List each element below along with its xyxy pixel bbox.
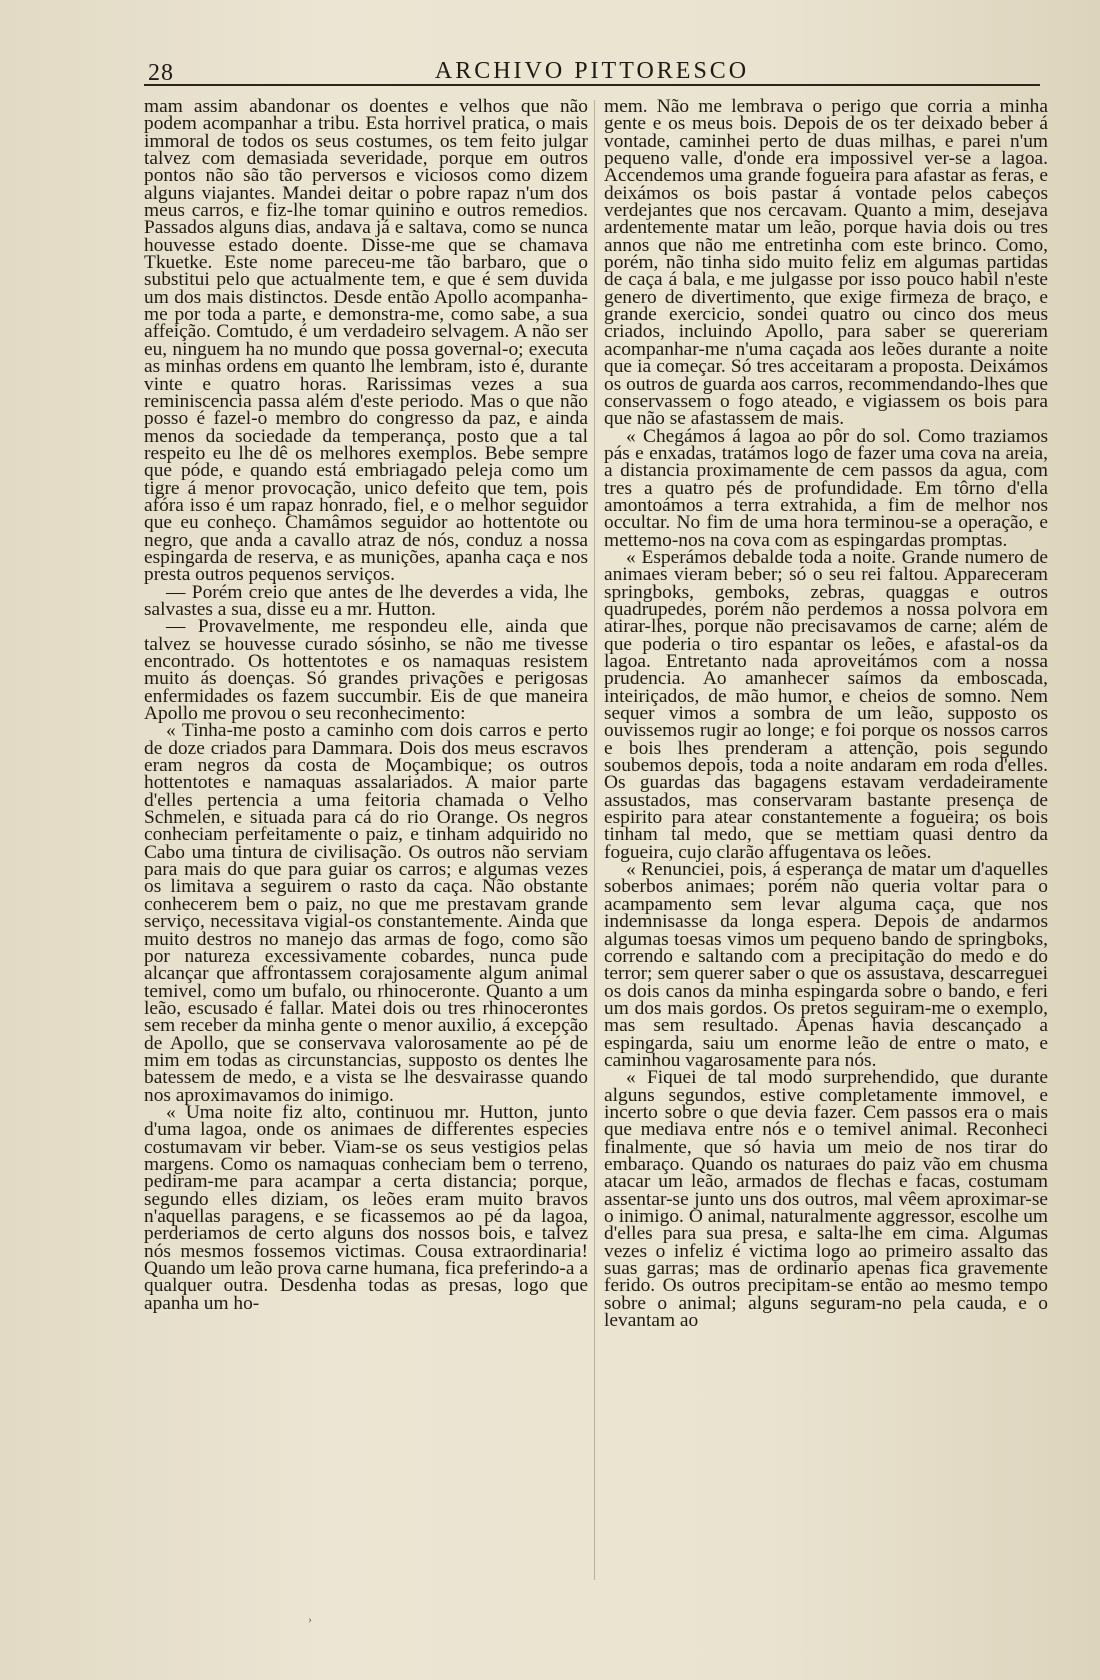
paragraph: « Uma noite fiz alto, continuou mr. Hutton, junto d'uma lagoa, onde os animaes de differentes especies costumavam vir beber. Viam-se os seus vestigios pelas margens. Como os namaquas conheciam bem o terreno, pediram-me para acampar a certa distancia; porque, segundo elles diziam, os leões eram muito bravos n'aquellas paragens, e se ficassemos ao pé da lagoa, perderiamos de certo alguns dos nossos bois, e talvez nós mesmos fossemos victimas. Cousa extraordinaria! Quando um leão prova carne humana, fica preferindo-a a qualquer outra. Desdenha todas as presas, logo que apanha um ho- — [144, 1101, 588, 1314]
paragraph: « Tinha-me posto a caminho com dois carros e perto de doze criados para Dammara. Dois dos meus escravos eram negros da costa de Moçambique; os outros hottentotes e namaquas assalariados. A maior parte d'elles pertencia a uma feitoria chamada o Velho Schmelen, e situada para cá do rio Orange. Os negros conheciam perfeitamente o paiz, e tinham adquirido no Cabo uma tintura de civilisação. Os outros não serviam para mais do que para guiar os carros; e algumas vezes os limitava a seguirem o rasto da caça. Não obstante conhecerem bem o paiz, no que me prestavam grande serviço, necessitava vigial-os constantemente. Ainda que muito destros no manejo das armas de fogo, como são por natureza excessivamente cobardes, nunca pude alcançar que affrontassem corajosamente algum animal temivel, como um bufalo, ou rhinoceronte. Quanto a um leão, escusado é fallar. Matei dois ou tres rhinocerontes sem receber da minha gente o menor auxilio, á excepção de Apollo, que se conservava valorosamente ao pé de mim em todas as circunstancias, supposto os dentes lhe batessem de medo, e a vista se lhe desvairasse quando nos aproximavamos do inimigo. — [144, 720, 588, 1106]
print-mark: › — [308, 1612, 312, 1626]
right-column — [604, 98, 1048, 1598]
paragraph: « Renunciei, pois, á esperança de matar um d'aquelles soberbos animaes; porém não queria voltar para o acampamento sem levar alguma caça, que nos indemnisasse da longa espera. Depois de andarmos algumas toesas vimos um pequeno bando de springboks, correndo e saltando com a precipitação do medo e do terror; sem querer saber o que os assustava, descarreguei os dois canos da minha espingarda sobre o bando, e feri um dos mais gordos. Os pretos seguiram-me o exemplo, mas sem resultado. Apenas havia descançado a espingarda, saiu um enorme leão de entre o mato, e caminhou vagarosamente para nós. — [604, 859, 1048, 1071]
header-rule — [144, 84, 1040, 86]
page-number: 28 — [148, 60, 174, 86]
page-header — [144, 50, 1040, 84]
running-title: ARCHIVO PITTORESCO — [434, 58, 750, 84]
paragraph: — Porém creio que antes de lhe deverdes a vida, lhe salvastes a sua, disse eu a mr. Hutton. — [144, 581, 588, 620]
paragraph: mam assim abandonar os doentes e velhos que não podem acompanhar a tribu. Esta horrivel pratica, o mais immoral de todos os seus costumes, os tem feito julgar talvez com demasiada severidade, porque em outros pontos não são tão perversos e viciosos como dizem alguns viajantes. Mandei deitar o pobre rapaz n'um dos meus carros, e fiz-lhe tomar quinino e outros remedios. Passados alguns dias, andava já e saltava, como se nunca houvesse estado doente. Disse-me que se chamava Tkuetke. Este nome pareceu-me tão barbaro, que o substitui pelo que actualmente tem, e que é sem duvida um dos mais distinctos. Desde então Apollo acompanha-me por toda a parte, e demonstra-me, como sabe, a sua affeição. Comtudo, é um verdadeiro selvagem. A não ser eu, ninguem ha no mundo que possa governal-o; executa as minhas ordens em quanto lhe lembram, isto é, durante vinte e quatro horas. Rarissimas vezes a sua reminiscencia passa além d'este periodo. Mas o que não posso é fazel-o membro do congresso da paz, e ainda menos da sociedade da temperança, posto que a tal respeito eu lhe dê os melhores exemplos. Bebe sempre que póde, e quando está embriagado peleja como um tigre á menor provocação, unico defeito que tem, pois afóra isso é um rapaz honrado, fiel, e o melhor seguidor que eu conheço. Chamâmos seguidor ao hottentote ou negro, que anda a cavallo atraz de nós, conduz a nossa espingarda de reserva, e as munições, apanha caça e nos presta outros pequenos serviços. — [144, 98, 588, 586]
paragraph: mem. Não me lembrava o perigo que corria a minha gente e os meus bois. Depois de os ter deixado beber á vontade, caminhei perto de duas milhas, e parei n'um pequeno valle, d'onde era impossivel ver-se a lagoa. Accendemos uma grande fogueira para afastar as feras, e deixámos os bois pastar á vontade pelos cabeços verdejantes que nos cercavam. Quanto a mim, desejava ardentemente matar um leão, porque havia dois ou tres annos que não me entretinha com este brinco. Como, porém, não tinha sido muito feliz em algumas partidas de caça á bala, e me julgasse por isso pouco habil n'este genero de divertimento, que exige firmeza de braço, e grande exercicio, sondei quatro ou cinco dos meus criados, incluindo Apollo, para saber se quereriam acompanhar-me n'uma caçada aos leões durante a noite que ia começar. Só tres acceitaram a proposta. Deixámos os outros de guarda aos carros, recommendando-lhes que conservassem o fogo ateado, e vigiassem os bois para que não se afastassem de mais. — [604, 98, 1048, 430]
paragraph: — Provavelmente, me respondeu elle, ainda que talvez se houvesse curado sósinho, se não me tivesse encontrado. Os hottentotes e os namaquas resistem muito ás doenças. Só grandes privações e perigosas enfermidades os fazem succumbir. Eis de que maneira Apollo me provou o seu reconhecimento: — [144, 616, 588, 725]
left-column — [144, 98, 588, 1598]
paragraph: « Esperámos debalde toda a noite. Grande numero de animaes vieram beber; só o seu rei faltou. Appareceram springboks, gemboks, zebras, quaggas e outros quadrupedes, porém não perdemos a nossa polvora em atirar-lhes, porque não precisavamos de carne; além de que poderia o tiro espantar os leões, e afastal-os da lagoa. Entretanto nada aproveitámos com a nossa prudencia. Ao amanhecer saímos da emboscada, inteiriçados, de mão humor, e cheios de somno. Nem sequer vimos a sombra de um leão, supposto os ouvissemos rugir ao longe; e foi porque os nossos carros e bois lhes prenderam a attenção, pois segundo soubemos depois, toda a noite andaram em roda d'elles. Os guardas das bagagens estavam verdadeiramente assustados, mas conservaram bastante presença de espirito para atear constantemente a fogueira; os bois tinham tal medo, que se mettiam quasi dentro da fogueira, cujo clarão affugentava os leões. — [604, 546, 1048, 863]
paragraph: « Chegámos á lagoa ao pôr do sol. Como traziamos pás e enxadas, tratámos logo de fazer uma cova na areia, a distancia proximamente de cem passos da agua, com tres a quatro pés de profundidade. Em tôrno d'ella amontoámos a terra extrahida, a fim de melhor nos occultar. No fim de uma hora terminou-se a operação, e mettemo-nos na cova com as espingardas promptas. — [604, 425, 1048, 551]
paragraph: « Fiquei de tal modo surprehendido, que durante alguns segundos, estive completamente immovel, e incerto sobre o que devia fazer. Cem passos era o mais que mediava entre nós e o temivel animal. Reconheci finalmente, que só havia um meio de nos tirar do embaraço. Quando os naturaes do paiz vão em chusma atacar um leão, armados de flechas e facas, costumam assentar-se junto uns dos outros, mal vêem aproximar-se o inimigo. O animal, naturalmente aggressor, escolhe um d'elles para sua presa, e salta-lhe em cima. Algumas vezes o infeliz é victima logo ao primeiro assalto das suas garras; mas de ordinario apenas fica gravemente ferido. Os outros precipitam-se então ao mesmo tempo sobre o animal; alguns seguram-no pela cauda, e o levantam ao — [604, 1067, 1048, 1332]
column-divider — [594, 100, 595, 1580]
